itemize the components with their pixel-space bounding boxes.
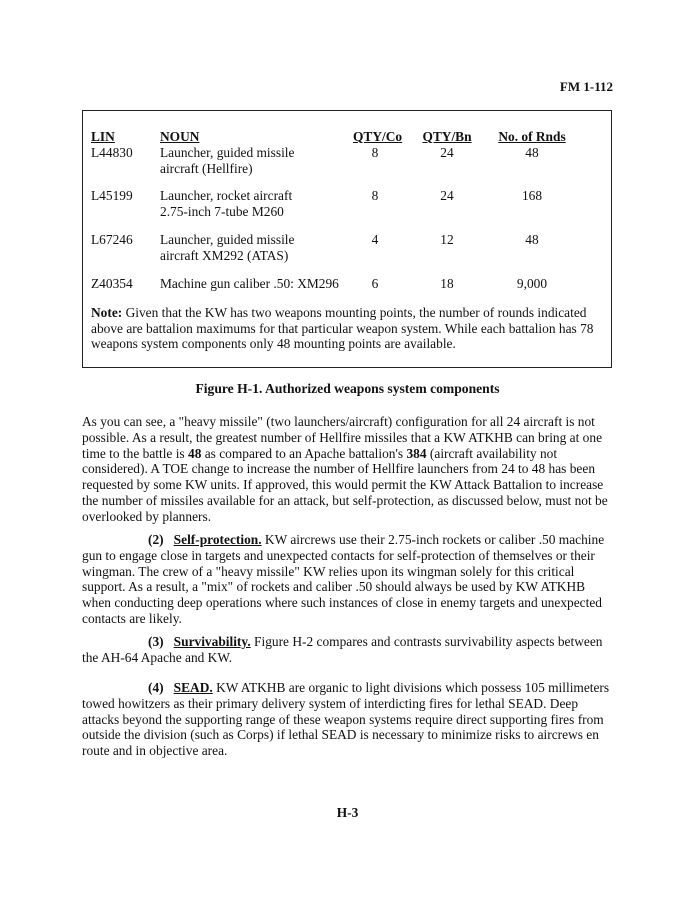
table-note	[91, 305, 596, 352]
section-self-protection	[82, 532, 617, 627]
rounds-cell: 48	[525, 145, 539, 160]
column-header-noun: NOUN	[160, 129, 200, 144]
column-header-qty-co: QTY/Co	[353, 129, 403, 144]
paragraph-text: As you can see, a "heavy missile" (two launchers/aircraft) configuration for all 24 aircraft is not possible. As a result, the greatest number of Hellfire missiles that a KW ATKHB can bring at one time to the battle is	[82, 414, 603, 461]
section-heading: SEAD.	[173, 680, 213, 695]
weapons-table	[82, 110, 612, 368]
qty-bn-cell: 18	[440, 276, 454, 291]
note-text: Given that the KW has two weapons mounting points, the number of rounds indicated above are battalion maximums for that particular weapon system. While each battalion has 78 weapons system components only 48 mounting points are available.	[91, 305, 594, 351]
column-header-lin: LIN	[91, 129, 115, 144]
column-header-rounds: No. of Rnds	[498, 129, 566, 144]
qty-bn-cell: 24	[440, 145, 454, 160]
body-paragraph	[82, 414, 617, 525]
column-header-qty-bn: QTY/Bn	[422, 129, 472, 144]
paragraph-text: as compared to an Apache battalion's	[201, 445, 407, 461]
qty-co-cell: 8	[371, 188, 379, 203]
section-sead	[82, 680, 617, 759]
section-heading: Self-protection.	[173, 532, 262, 547]
lin-cell: L45199	[91, 188, 133, 203]
section-text: KW aircrews use their 2.75-inch rockets or caliber .50 machine gun to engage close in targets and unexpected contacts for self-protection of themselves or their wingman. The crew of a "heavy missile" KW relies upon its wingman solely for this critical support. As a result, a "mix" of rockets and caliber .50 should always be used by KW ATKHB when conducting deep operations where such instances of close in enemy targets and unexpected contacts are likely.	[82, 532, 605, 626]
noun-cell-line2: aircraft XM292 (ATAS)	[160, 248, 289, 263]
note-label: Note:	[91, 305, 123, 320]
rounds-cell: 9,000	[516, 276, 548, 291]
noun-cell: Launcher, guided missile	[160, 145, 295, 160]
section-text: KW ATKHB are organic to light divisions which possess 105 millimeters towed howitzers as their primary delivery system of interdicting fires for lethal SEAD. Deep attacks beyond the supporting range of these weapon systems require direct supporting fires from outside the division (such as Corps) if lethal SEAD is necessary to minimize risks to aircrews en route and in objective area.	[82, 680, 610, 759]
lin-cell: Z40354	[91, 276, 133, 291]
qty-bn-cell: 24	[440, 188, 454, 203]
page-number: H-3	[336, 805, 359, 820]
section-text: Figure H-2 compares and contrasts survivability aspects between the AH-64 Apache and KW.	[82, 634, 603, 665]
missile-count-kw: 48	[188, 445, 202, 461]
rounds-cell: 168	[521, 188, 543, 203]
qty-bn-cell: 12	[440, 232, 454, 247]
document-id: FM 1-112	[559, 79, 613, 94]
lin-cell: L67246	[91, 232, 133, 247]
noun-cell: Launcher, guided missile	[160, 232, 295, 247]
section-heading: Survivability.	[173, 634, 251, 649]
noun-cell-line2: 2.75-inch 7-tube M260	[160, 204, 284, 219]
lin-cell: L44830	[91, 145, 133, 160]
noun-cell: Launcher, rocket aircraft	[160, 188, 293, 203]
figure-caption: Figure H-1. Authorized weapons system components	[195, 381, 500, 396]
paragraph-text: (aircraft availability not considered). A TOE change to increase the number of Hellfire launchers from 24 to 48 has been requested by some KW units. If approved, this would permit the KW Attack Battalion to increase the number of missiles available for an attack, but self-protection, as discussed below, must not be overlooked by planners.	[82, 445, 608, 524]
noun-cell: Machine gun caliber .50: XM296	[160, 276, 339, 291]
rounds-cell: 48	[525, 232, 539, 247]
section-number: (4)	[148, 680, 164, 695]
section-number: (2)	[148, 532, 164, 547]
noun-cell-line2: aircraft (Hellfire)	[160, 161, 253, 176]
qty-co-cell: 8	[371, 145, 379, 160]
qty-co-cell: 6	[371, 276, 379, 291]
qty-co-cell: 4	[371, 232, 379, 247]
missile-count-apache: 384	[406, 445, 427, 461]
section-survivability	[82, 634, 617, 666]
section-number: (3)	[148, 634, 164, 649]
